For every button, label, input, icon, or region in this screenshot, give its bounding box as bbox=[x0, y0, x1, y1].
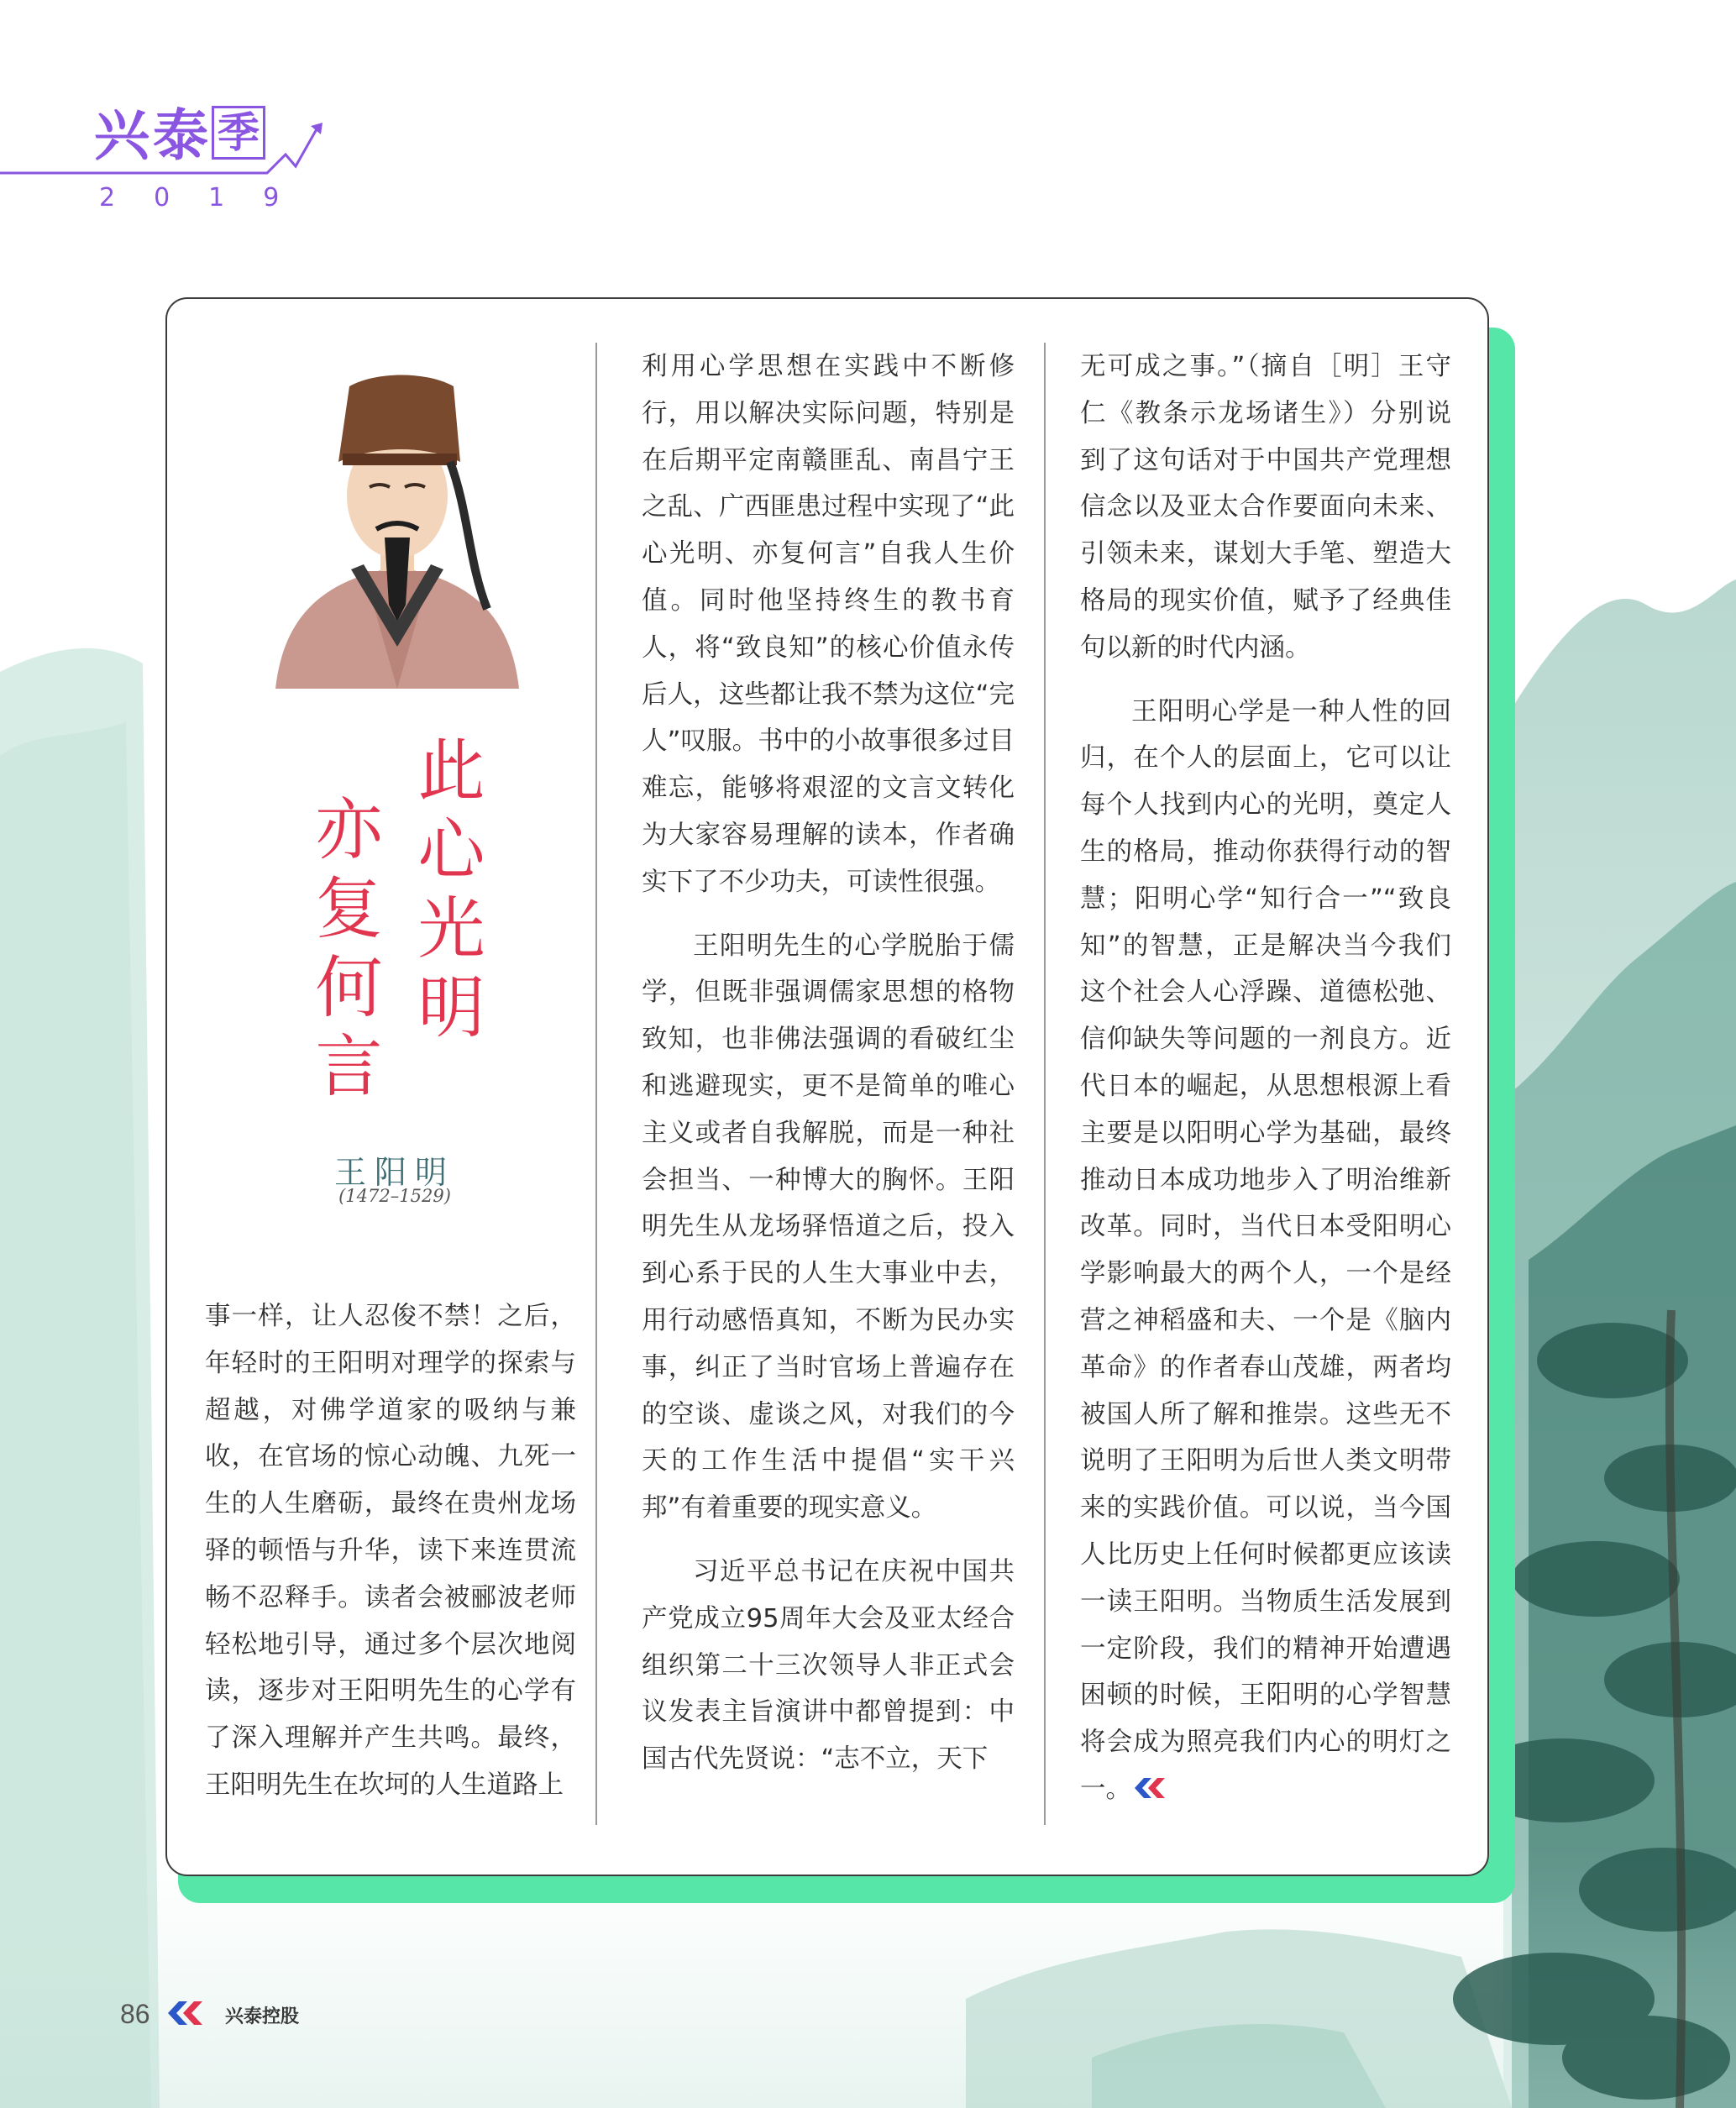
paragraph: 王阳明心学是一种人性的回归，在个人的层面上，它可以让每个人找到内心的光明，奠定人生的格局，推动你获得行动的智慧；阳明心学“知行合一”“致良知”的智慧，正是解决当今我们这个社会人心浮躁、道德松弛、信仰缺失等问题的一剂良方。近代日本的崛起，从思想根源上看主要是以阳明心学为基础，最终推动日本成功地步入了明治维新改革。同时，当代日本受阳明心学影响最大的两个人，一个是经营之神稻盛和夫、一个是《脑内革命》的作者春山茂雄，两者均被国人所了解和推崇。这些无不说明了王阳明为后世人类文明带来的实践价值。可以说，当今国人比历史上任何时候都更应该读一读王阳明。当物质生活发展到一定阶段，我们的精神开始遭遇困顿的时候，王阳明的心学智慧将会成为照亮我们内心的明灯之一。 bbox=[1080, 696, 1451, 1804]
paragraph: 无可成之事。”（摘自［明］王守仁《教条示龙场诸生》）分别说到了这句话对于中国共产党理想信念以及亚太合作要面向未来、引领未来，谋划大手笔、塑造大格局的现实价值，赋予了经典佳句以新的时代内涵。 bbox=[1080, 352, 1451, 663]
company-logo-icon bbox=[165, 1999, 207, 2027]
masthead-season-box: 季 bbox=[212, 106, 265, 160]
title-line-1: 此心光明 bbox=[406, 735, 485, 1051]
column-divider-left bbox=[595, 343, 597, 1825]
footer-company-name: 兴泰控股 bbox=[225, 2006, 300, 2027]
paragraph: 利用心学思想在实践中不断修行，用以解决实际问题，特别是在后期平定南赣匪乱、南昌宁王之乱、广西匪患过程中实现了“此心光明、亦复何言”自我人生价值。同时他坚持终生的教书育人，将“致良知”的核心价值永传后人，这些都让我不禁为这位“完人”叹服。书中的小故事很多过目难忘，能够将艰涩的文言文转化为大家容易理解的读本，作者确实下了不少功夫，可读性很强。 bbox=[642, 352, 1015, 897]
paragraph: 习近平总书记在庆祝中国共产党成立95周年大会及亚太经合组织第二十三次领导人非正式会议发表主旨演讲中都曾提到：中国古代先贤说：“志不立，天下 bbox=[642, 1556, 1015, 1775]
author-years: (1472–1529) bbox=[338, 1186, 451, 1206]
wang-yangming-portrait bbox=[259, 370, 536, 689]
author-name: 王阳明 bbox=[333, 1154, 455, 1191]
paragraph: 事一样，让人忍俊不禁！之后，年轻时的王阳明对理学的探索与超越，对佛学道家的吸纳与兼收，在官场的惊心动魄、九死一生的人生磨砺，最终在贵州龙场驿的顿悟与升华，读下来连贯流畅不忍释手。读者会被郦波老师轻松地引导，通过多个层次地阅读，逐步对王阳明先生的心学有了深入理解并产生共鸣。最终，王阳明先生在坎坷的人生道路上 bbox=[205, 1302, 576, 1800]
paragraph: 王阳明先生的心学脱胎于儒学，但既非强调儒家思想的格物致知，也非佛法强调的看破红尘和逃避现实，更不是简单的唯心主义或者自我解脱，而是一种社会担当、一种博大的胸怀。王阳明先生从龙场驿悟道之后，投入到心系于民的人生大事业中去，用行动感悟真知，不断为民办实事，纠正了当时官场上普遍存在的空谈、虚谈之风，对我们的今天的工作生活中提倡“实干兴邦”有着重要的现实意义。 bbox=[642, 931, 1015, 1523]
text-column-1 bbox=[205, 1293, 576, 1809]
text-column-3 bbox=[1080, 343, 1451, 1813]
masthead-year: 2019 bbox=[99, 183, 318, 212]
masthead bbox=[0, 92, 353, 218]
column-divider-right bbox=[1044, 343, 1046, 1825]
page-number: 86 bbox=[120, 1999, 150, 2029]
text-column-2 bbox=[642, 343, 1015, 1783]
masthead-brand: 兴泰 bbox=[94, 102, 212, 168]
title-line-2: 亦复何言 bbox=[304, 794, 382, 1109]
end-logo-icon bbox=[1131, 1775, 1168, 1801]
